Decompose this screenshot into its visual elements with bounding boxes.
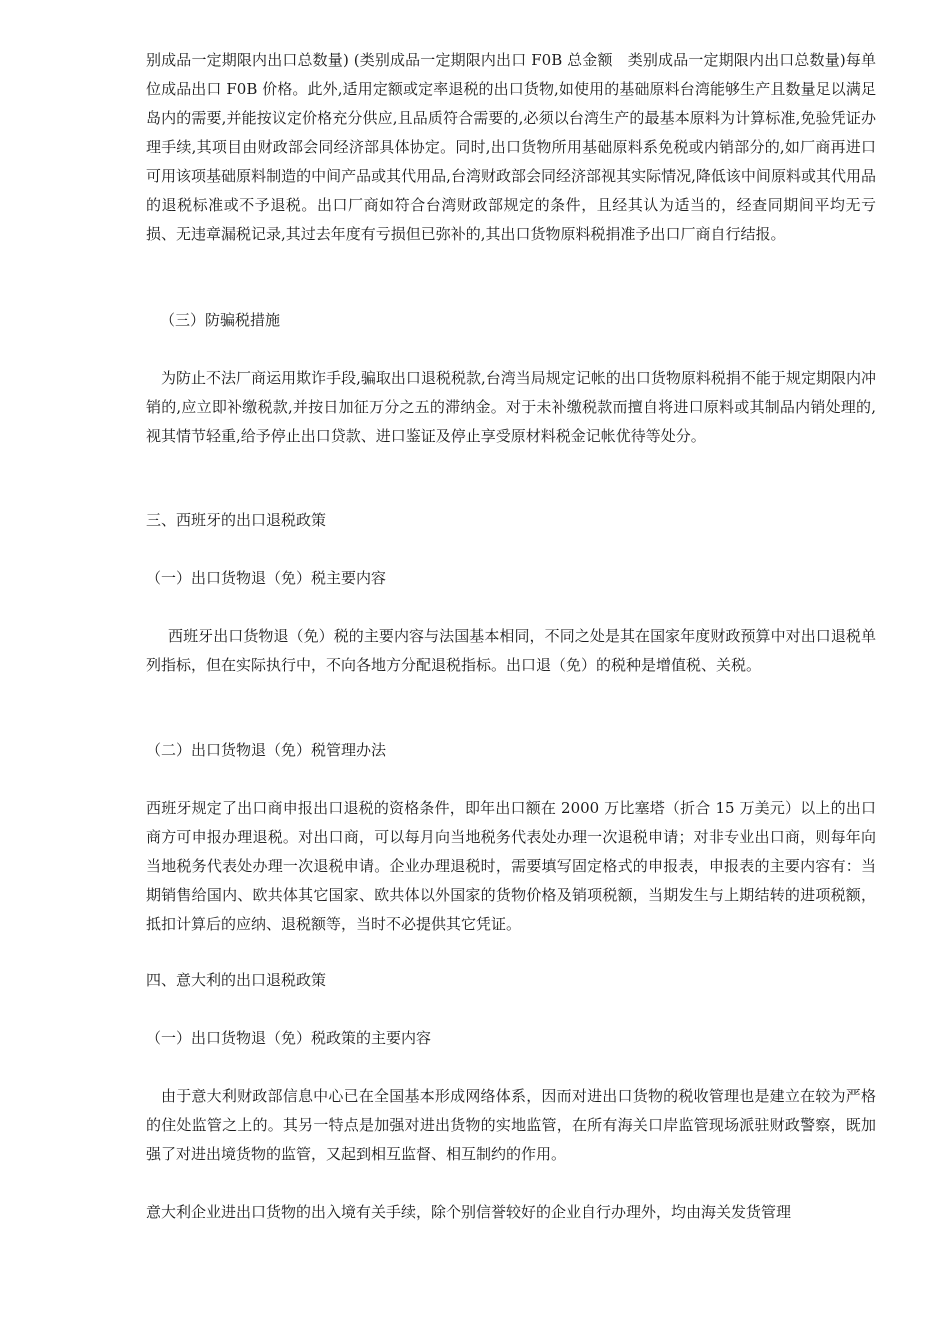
paragraph-italy-customs: 意大利企业进出口货物的出入境有关手续，除个别信誉较好的企业自行办理外，均由海关发货管理 xyxy=(146,1203,792,1221)
heading-spain-management: （二）出口货物退（免）税管理办法 xyxy=(146,741,387,759)
heading-italy-main-content: （一）出口货物退（免）税政策的主要内容 xyxy=(146,1029,432,1047)
paragraph-italy-main-content: 由于意大利财政部信息中心已在全国基本形成网络体系，因而对进出口货物的税收管理也是建立在较为严格的住处监管之上的。其另一特点是加强对进出货物的实地监管，在所有海关口岸监管现场派驻财政警察，既加强了对进出境货物的监管，又起到相互监督、相互制约的作用。 xyxy=(146,1087,876,1163)
heading-spain-policy: 三、西班牙的出口退税政策 xyxy=(146,511,327,529)
heading-italy-policy: 四、意大利的出口退税政策 xyxy=(146,971,327,989)
heading-spain-main-content: （一）出口货物退（免）税主要内容 xyxy=(146,569,387,587)
paragraph-spain-main-content: 西班牙出口货物退（免）税的主要内容与法国基本相同，不同之处是其在国家年度财政预算中对出口退税单列指标，但在实际执行中，不向各地方分配退税指标。出口退（免）的税种是增值税、关税。 xyxy=(146,627,876,674)
paragraph-anti-fraud: 为防止不法厂商运用欺诈手段,骗取出口退税税款,台湾当局规定记帐的出口货物原料税捐不能于规定期限内冲销的,应立即补缴税款,并按日加征万分之五的滞纳金。对于未补缴税款而擅自将进口原料或其制品内销处理的,视其情节轻重,给予停止出口贷款、进口鉴证及停止享受原材料税金记帐优待等处分。 xyxy=(146,369,876,445)
heading-anti-fraud-measures: （三）防骗税措施 xyxy=(160,311,281,329)
paragraph-taiwan-rebate-calculation: 别成品一定期限内出口总数量) (类别成品一定期限内出口 F0B 总金额 类别成品一定期限内出口总数量)每单位成品出口 F0B 价格。此外,适用定额或定率退税的出口货物,如使用的基础原料台湾能够生产且数量足以满足岛内的需要,并能按议定价格充分供应,且品质符合需要的,必须以台湾生产的最基本原料为计算标准,免验凭证办理手续,其项目由财政部会同经济部具体协定。同时,出口货物所用基础原料系免税或内销部分的,如厂商再进口可用该项基础原料制造的中间产品或其代用品,台湾财政部会同经济部视其实际情况,降低该中间原料或其代用品的退税标准或不予退税。出口厂商如符合台湾财政部规定的条件，且经其认为适当的，经查同期间平均无亏损、无违章漏税记录,其过去年度有亏损但已弥补的,其出口货物原料税捐准予出口厂商自行结报。 xyxy=(146,51,876,243)
paragraph-spain-management: 西班牙规定了出口商申报出口退税的资格条件，即年出口额在 2000 万比塞塔（折合 15 万美元）以上的出口商方可申报办理退税。对出口商，可以每月向当地税务代表处办理一次退税申请；对非专业出口商，则每年向当地税务代表处办理一次退税申请。企业办理退税时，需要填写固定格式的申报表，申报表的主要内容有：当期销售给国内、欧共体其它国家、欧共体以外国家的货物价格及销项税额，当期发生与上期结转的进项税额，抵扣计算后的应纳、退税额等，当时不必提供其它凭证。 xyxy=(146,799,876,933)
